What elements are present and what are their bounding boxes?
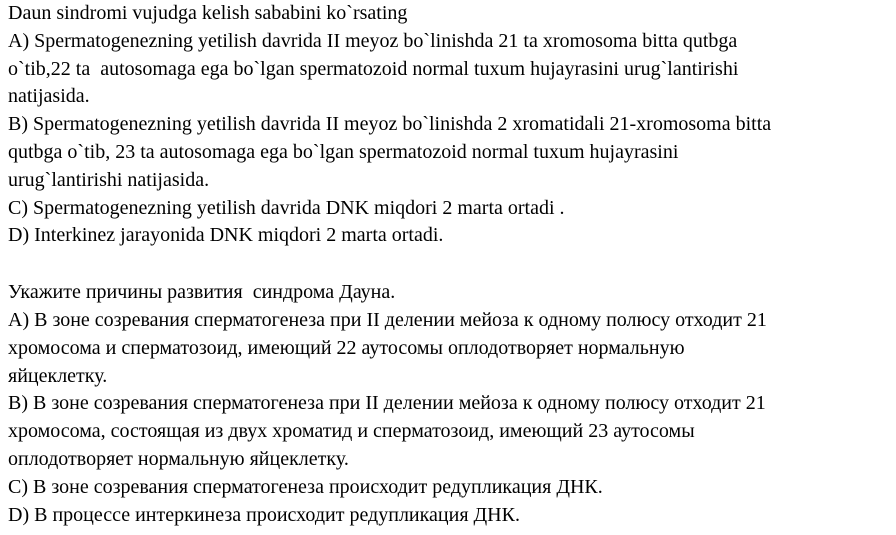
option-c-uz <box>8 195 888 223</box>
option-c-ru <box>8 474 888 502</box>
option-line: o`tib,22 ta autosomaga ega bo`lgan spermatozoid normal tuxum hujayrasini urug`lantirishi <box>8 57 739 80</box>
option-line: qutbga o`tib, 23 ta autosomaga ega bo`lgan spermatozoid normal tuxum hujayrasini <box>8 140 679 163</box>
option-line: B) Spermatogenezning yetilish davrida II meyoz bo`linishda 2 xromatidali 21-xromosoma bitta <box>8 113 772 136</box>
option-line: A) Spermatogenezning yetilish davrida II meyoz bo`linishda 21 ta xromosoma bitta qutbga <box>8 29 738 52</box>
option-line: D) Interkinez jarayonida DNK miqdori 2 marta ortadi. <box>8 224 444 247</box>
option-line: urug`lantirishi natijasida. <box>8 168 210 191</box>
option-a-ru <box>8 307 888 390</box>
option-b-uz <box>8 111 888 194</box>
option-line: A) В зоне созревания сперматогенеза при II делении мейоза к одному полюсу отходит 21 <box>8 308 767 331</box>
option-line: хромосома, состоящая из двух хроматид и сперматозоид, имеющий 23 аутосомы <box>8 420 695 443</box>
option-line: яйцеклетку. <box>8 364 108 387</box>
question-block-ru <box>8 279 888 529</box>
option-line: B) В зоне созревания сперматогенеза при II делении мейоза к одному полюсу отходит 21 <box>8 392 766 415</box>
option-line: natijasida. <box>8 85 90 108</box>
option-d-ru <box>8 502 888 530</box>
question-text-ru: Укажите причины развития синдрома Дауна. <box>8 281 396 304</box>
option-line: хромосома и сперматозоид, имеющий 22 аутосомы оплодотворяет нормальную <box>8 336 685 359</box>
document-page <box>8 0 888 529</box>
question-text-uz: Daun sindromi vujudga kelish sababini ko`rsating <box>8 2 408 24</box>
option-line: оплодотворяет нормальную яйцеклетку. <box>8 447 349 470</box>
block-separator <box>8 250 888 279</box>
option-a-uz <box>8 28 888 111</box>
option-line: D) В процессе интеркинеза происходит редупликация ДНК. <box>8 503 520 526</box>
option-line: C) Spermatogenezning yetilish davrida DNK miqdori 2 marta ortadi . <box>8 196 565 219</box>
option-line: C) В зоне созревания сперматогенеза происходит редупликация ДНК. <box>8 475 603 498</box>
option-d-uz <box>8 222 888 250</box>
question-block-uz <box>8 0 888 250</box>
option-b-ru <box>8 390 888 473</box>
